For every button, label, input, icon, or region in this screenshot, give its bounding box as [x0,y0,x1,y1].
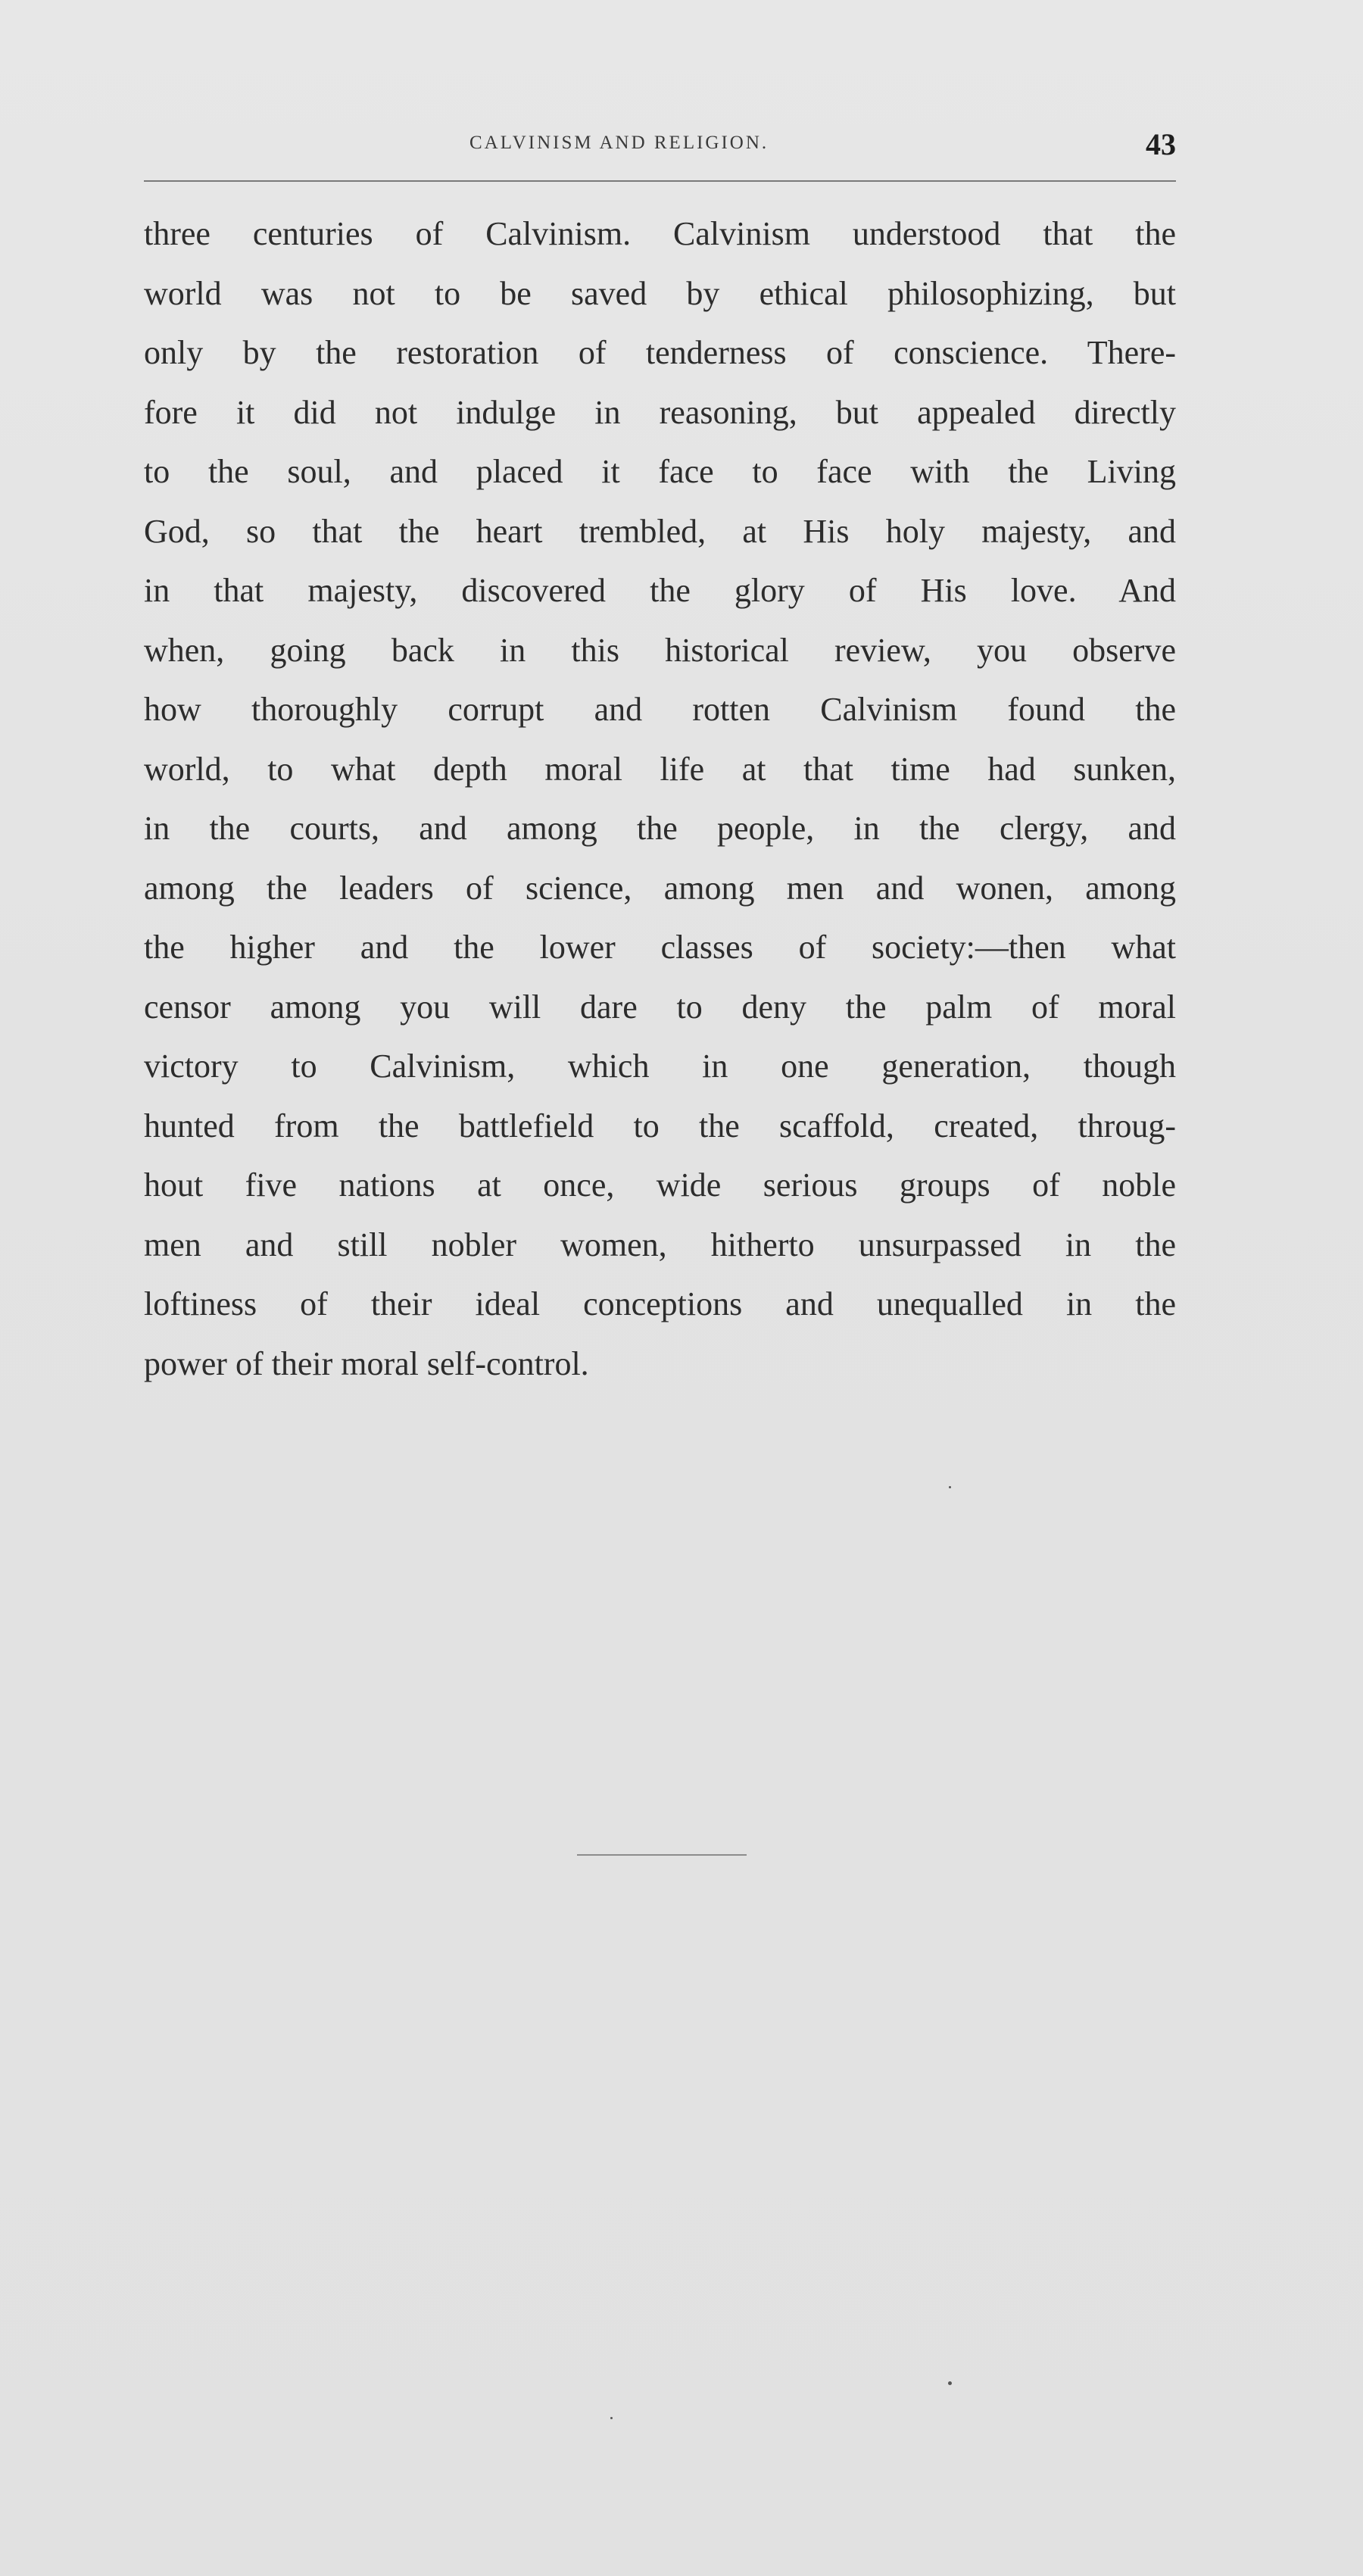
text-line: only by the restoration of tenderness of conscience. There- [144,334,1176,371]
text-line: among the leaders of science, among men and wonen, among [144,869,1176,907]
text-line: in the courts, and among the people, in the clergy, and [144,810,1176,847]
paper-speck [948,2381,952,2385]
text-line: hunted from the battlefield to the scaffold, created, throug- [144,1107,1176,1144]
running-header [144,127,1176,178]
paper-speck [610,2417,613,2419]
text-line-last: power of their moral self-control. [144,1344,589,1382]
text-line: loftiness of their ideal conceptions and unequalled in the [144,1285,1176,1322]
text-line: victory to Calvinism, which in one generation, though [144,1048,1176,1085]
text-line: fore it did not indulge in reasoning, but appealed directly [144,393,1176,431]
text-line: when, going back in this historical review, you observe [144,631,1176,669]
text-line: men and still nobler women, hitherto unsurpassed in the [144,1226,1176,1263]
text-line: the higher and the lower classes of society:—then what [144,929,1176,966]
text-line: hout five nations at once, wide serious groups of noble [144,1166,1176,1204]
text-line: three centuries of Calvinism. Calvinism understood that the [144,215,1176,252]
end-of-chapter-rule [577,1854,747,1856]
paper-speck [949,1486,951,1488]
text-line: to the soul, and placed it face to face with the Living [144,453,1176,490]
text-line: how thoroughly corrupt and rotten Calvinism found the [144,691,1176,728]
text-line: God, so that the heart trembled, at His holy majesty, and [144,512,1176,550]
header-rule [144,180,1176,182]
running-title: CALVINISM AND RELIGION. [469,133,769,153]
body-paragraph [144,205,1176,1394]
text-line: in that majesty, discovered the glory of His love. And [144,572,1176,609]
page-number: 43 [1146,127,1176,161]
text-line: world, to what depth moral life at that time had sunken, [144,750,1176,788]
text-line: world was not to be saved by ethical philosophizing, but [144,274,1176,312]
text-line: censor among you will dare to deny the palm of moral [144,988,1176,1026]
